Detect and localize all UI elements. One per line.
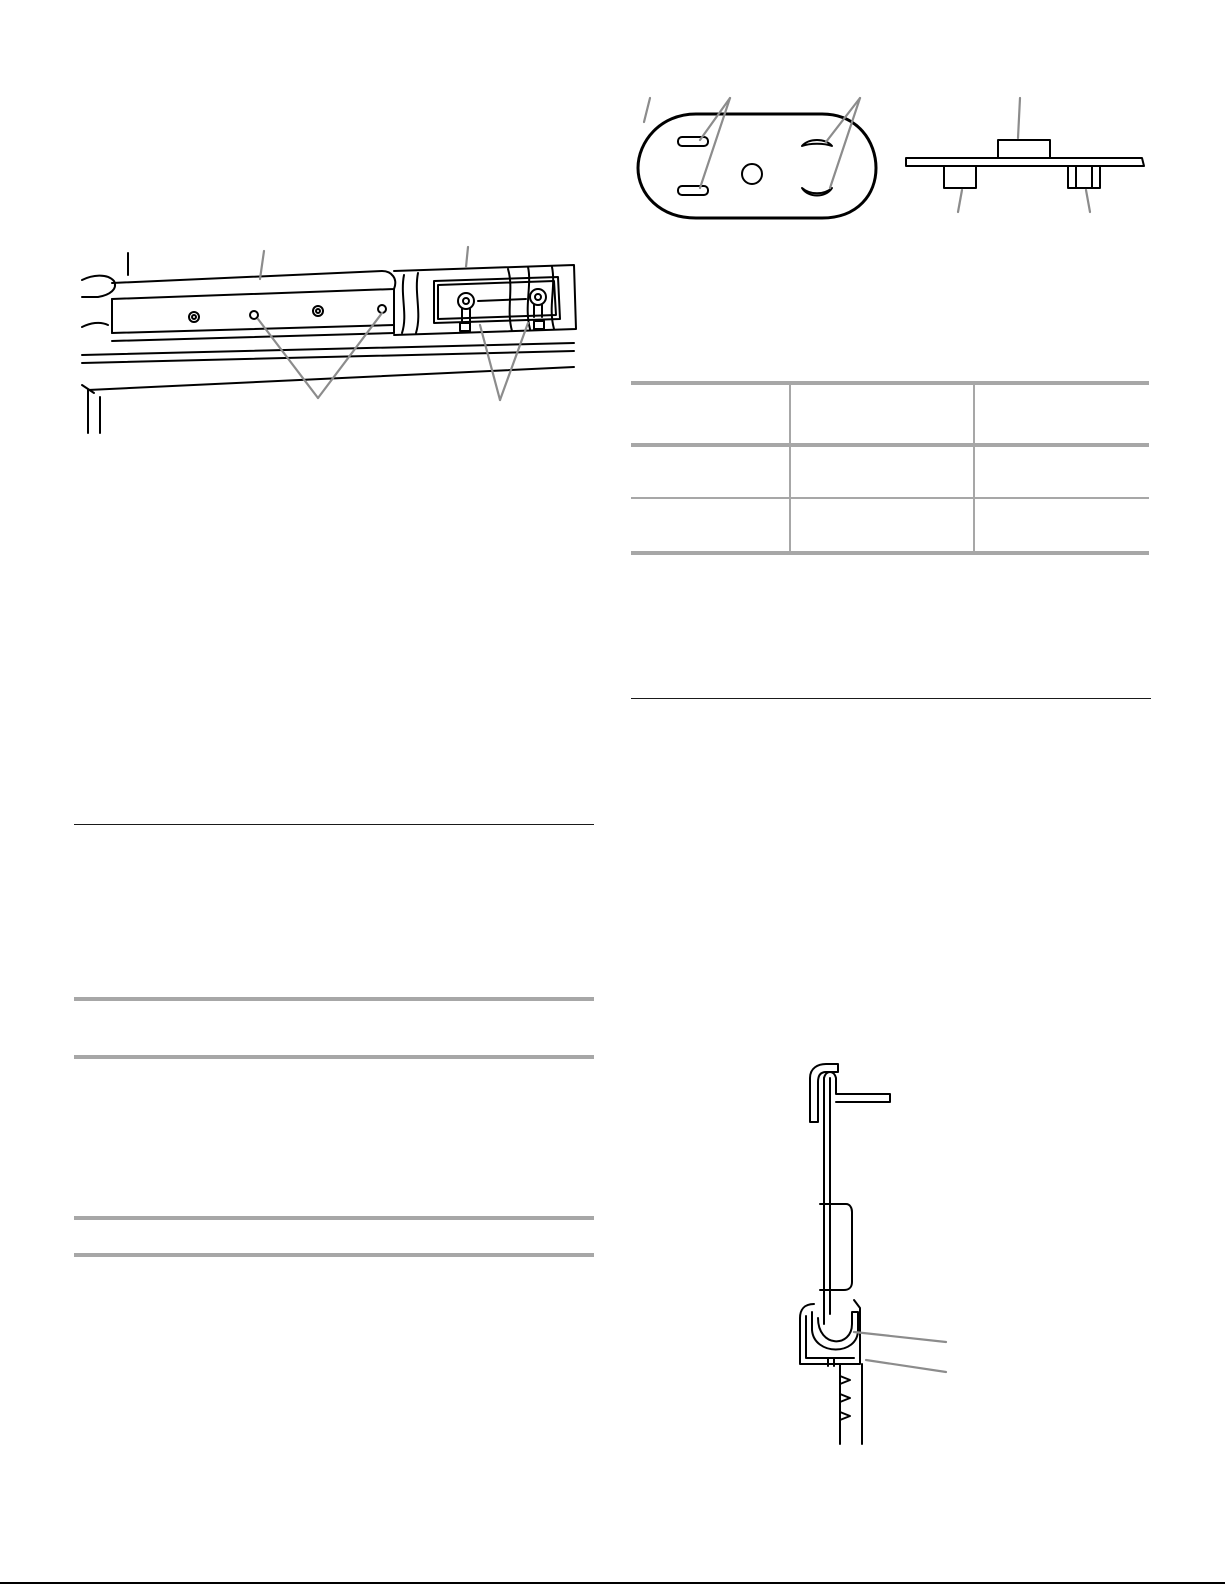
- table-divider-left-top-1: [74, 997, 594, 1001]
- bracket-side-view-figure: [906, 96, 1156, 216]
- table-header-cell-1: [631, 385, 789, 447]
- table-divider-left-bottom-2: [74, 1253, 594, 1257]
- table-header-cell-2: [789, 385, 975, 447]
- table-row: [631, 497, 1149, 555]
- table-row: [631, 443, 1149, 501]
- drawer-rail-figure: [82, 245, 592, 440]
- table-cell: [631, 499, 789, 551]
- section-divider-left-1: [74, 824, 594, 825]
- table-cell: [631, 447, 789, 501]
- table-header-cell-3: [973, 385, 1151, 447]
- spec-table: [631, 381, 1149, 553]
- footer-rule: [0, 1582, 1225, 1584]
- table-cell: [789, 447, 975, 501]
- bracket-top-view-figure: [634, 96, 884, 226]
- table-header-row: [631, 381, 1149, 447]
- table-cell: [789, 499, 975, 551]
- table-divider-left-top-2: [74, 1216, 594, 1220]
- table-divider-left-bottom-1: [74, 1055, 594, 1059]
- table-cell: [973, 447, 1151, 501]
- section-divider-right: [631, 698, 1151, 699]
- table-cell: [973, 499, 1151, 551]
- clip-cross-section-figure: [800, 1064, 970, 1464]
